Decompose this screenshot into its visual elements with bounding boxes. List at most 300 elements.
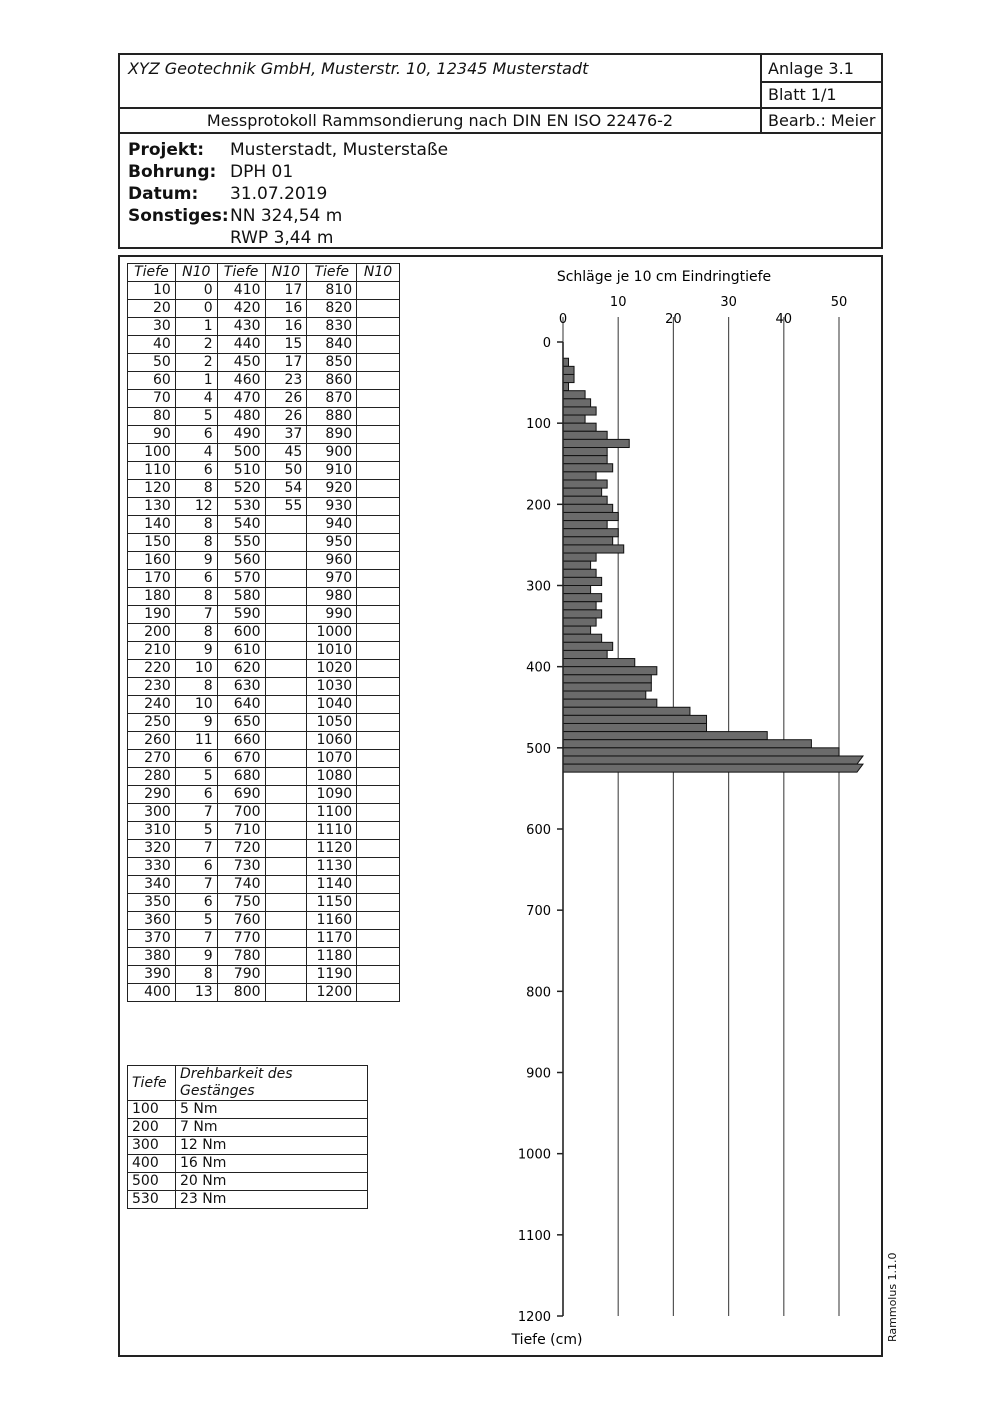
table-cell: 180 — [128, 588, 176, 606]
table-cell: 50 — [265, 462, 307, 480]
table-cell: 55 — [265, 498, 307, 516]
table-cell: 900 — [307, 444, 357, 462]
table-cell: 200 — [128, 624, 176, 642]
table-cell: 1020 — [307, 660, 357, 678]
table-cell: 920 — [307, 480, 357, 498]
table-cell — [357, 516, 400, 534]
table-cell: 12 — [175, 498, 217, 516]
bohrung-label: Bohrung: — [128, 162, 217, 182]
table-cell: 590 — [217, 606, 265, 624]
table-cell — [357, 390, 400, 408]
table-cell: 7 — [175, 840, 217, 858]
table-cell: 500 — [128, 1173, 176, 1191]
table-cell — [357, 462, 400, 480]
x-tick-label: 10 — [609, 295, 627, 310]
table-cell: 300 — [128, 804, 176, 822]
table-cell: 800 — [217, 984, 265, 1002]
table-cell: 600 — [217, 624, 265, 642]
table-cell: 1 — [175, 318, 217, 336]
table-cell — [357, 930, 400, 948]
table-cell: 1180 — [307, 948, 357, 966]
torque-table — [127, 1065, 368, 1209]
table-cell: 260 — [128, 732, 176, 750]
table-cell: 240 — [128, 696, 176, 714]
table-row — [128, 336, 400, 354]
table-cell — [357, 678, 400, 696]
table-cell: 8 — [175, 624, 217, 642]
table-cell: 6 — [175, 570, 217, 588]
table-cell — [357, 714, 400, 732]
table-cell: 970 — [307, 570, 357, 588]
table-cell: 340 — [128, 876, 176, 894]
table-cell: 530 — [217, 498, 265, 516]
table-cell: 37 — [265, 426, 307, 444]
table-cell: 140 — [128, 516, 176, 534]
col-tiefe-1: Tiefe — [128, 264, 176, 282]
table-cell: 350 — [128, 894, 176, 912]
table-cell: 1010 — [307, 642, 357, 660]
table-cell: 6 — [175, 858, 217, 876]
table-row — [128, 552, 400, 570]
table-cell: 510 — [217, 462, 265, 480]
table-row — [128, 840, 400, 858]
table-cell: 320 — [128, 840, 176, 858]
table-cell: 930 — [307, 498, 357, 516]
y-tick-label: 300 — [526, 579, 551, 595]
table-row — [128, 390, 400, 408]
table-cell — [357, 804, 400, 822]
table-cell: 26 — [265, 408, 307, 426]
y-tick-label: 800 — [526, 985, 551, 1001]
table-cell — [357, 624, 400, 642]
table-cell — [265, 840, 307, 858]
table-row — [128, 354, 400, 372]
table-cell: 23 — [265, 372, 307, 390]
table-cell — [357, 876, 400, 894]
table-cell: 60 — [128, 372, 176, 390]
table-cell: 880 — [307, 408, 357, 426]
table-cell: 740 — [217, 876, 265, 894]
table-row — [128, 282, 400, 300]
table-cell: 1160 — [307, 912, 357, 930]
table-cell: 1090 — [307, 786, 357, 804]
table-cell: 500 — [217, 444, 265, 462]
col-tiefe-3: Tiefe — [307, 264, 357, 282]
table-cell: 7 — [175, 930, 217, 948]
table-row — [128, 624, 400, 642]
table-cell: 400 — [128, 984, 176, 1002]
table-cell — [357, 894, 400, 912]
table-cell: 960 — [307, 552, 357, 570]
table-cell: 790 — [217, 966, 265, 984]
table-row — [128, 570, 400, 588]
table-cell — [357, 948, 400, 966]
table-cell: 210 — [128, 642, 176, 660]
y-tick-label: 1100 — [517, 1228, 551, 1244]
table-row — [128, 1119, 368, 1137]
table-cell: 730 — [217, 858, 265, 876]
table-cell: 70 — [128, 390, 176, 408]
table-cell: 20 Nm — [176, 1173, 368, 1191]
y-tick-label: 1000 — [517, 1147, 551, 1163]
table-cell — [357, 588, 400, 606]
table-cell: 9 — [175, 948, 217, 966]
table-cell: 810 — [307, 282, 357, 300]
table-cell — [265, 552, 307, 570]
y-axis-label: Tiefe (cm) — [511, 1332, 583, 1348]
table-row — [128, 642, 400, 660]
table-cell: 910 — [307, 462, 357, 480]
table-cell: 17 — [265, 282, 307, 300]
table-cell: 1170 — [307, 930, 357, 948]
table-cell: 5 — [175, 912, 217, 930]
table-row — [128, 804, 400, 822]
table-cell: 610 — [217, 642, 265, 660]
table-cell: 680 — [217, 768, 265, 786]
table-cell: 370 — [128, 930, 176, 948]
table-row — [128, 660, 400, 678]
table-cell — [357, 750, 400, 768]
table-cell: 4 — [175, 444, 217, 462]
datum-label: Datum: — [128, 184, 199, 204]
table-cell: 45 — [265, 444, 307, 462]
table-cell: 5 — [175, 768, 217, 786]
table-cell — [357, 822, 400, 840]
table-cell: 2 — [175, 354, 217, 372]
table-cell: 870 — [307, 390, 357, 408]
table-cell — [357, 300, 400, 318]
table-cell: 1140 — [307, 876, 357, 894]
table-cell: 6 — [175, 786, 217, 804]
x-tick-label: 30 — [720, 295, 737, 310]
table-cell — [265, 858, 307, 876]
col-torque-tiefe: Tiefe — [128, 1066, 176, 1101]
table-cell: 770 — [217, 930, 265, 948]
table-cell: 15 — [265, 336, 307, 354]
table-row — [128, 678, 400, 696]
table-cell: 860 — [307, 372, 357, 390]
table-cell: 1120 — [307, 840, 357, 858]
table-row — [128, 606, 400, 624]
table-cell: 620 — [217, 660, 265, 678]
table-cell — [357, 372, 400, 390]
table-cell — [357, 336, 400, 354]
table-cell: 840 — [307, 336, 357, 354]
table-cell: 11 — [175, 732, 217, 750]
x-tick-label: 20 — [665, 312, 682, 327]
table-cell: 0 — [175, 300, 217, 318]
table-cell: 690 — [217, 786, 265, 804]
col-n10-2: N10 — [265, 264, 307, 282]
table-cell: 220 — [128, 660, 176, 678]
table-cell — [357, 966, 400, 984]
table-cell — [265, 948, 307, 966]
table-cell: 5 — [175, 408, 217, 426]
y-tick-label: 200 — [526, 498, 551, 514]
table-cell: 8 — [175, 516, 217, 534]
table-row — [128, 408, 400, 426]
col-n10-1: N10 — [175, 264, 217, 282]
table-row — [128, 894, 400, 912]
col-drehbarkeit: Drehbarkeit des Gestänges — [176, 1066, 368, 1101]
header-box — [118, 53, 883, 134]
table-cell: 7 — [175, 606, 217, 624]
table-cell: 23 Nm — [176, 1191, 368, 1209]
table-cell: 17 — [265, 354, 307, 372]
table-cell: 670 — [217, 750, 265, 768]
table-cell — [265, 642, 307, 660]
bohrung-value: DPH 01 — [230, 162, 294, 182]
table-cell — [265, 624, 307, 642]
table-cell — [357, 606, 400, 624]
y-tick-label: 700 — [526, 904, 551, 920]
table-cell: 450 — [217, 354, 265, 372]
table-cell: 9 — [175, 552, 217, 570]
table-cell: 8 — [175, 678, 217, 696]
table-cell — [357, 984, 400, 1002]
table-cell: 360 — [128, 912, 176, 930]
table-cell: 6 — [175, 462, 217, 480]
table-cell: 7 Nm — [176, 1119, 368, 1137]
header-divider-1 — [760, 81, 883, 83]
table-cell — [357, 912, 400, 930]
table-row — [128, 480, 400, 498]
table-cell — [357, 858, 400, 876]
table-cell: 660 — [217, 732, 265, 750]
y-tick-label: 1200 — [517, 1310, 551, 1325]
table-cell: 1070 — [307, 750, 357, 768]
table-cell: 530 — [128, 1191, 176, 1209]
table-cell — [357, 498, 400, 516]
table-cell: 540 — [217, 516, 265, 534]
table-cell: 490 — [217, 426, 265, 444]
blatt-label: Blatt 1/1 — [768, 85, 837, 104]
table-cell: 390 — [128, 966, 176, 984]
table-cell: 330 — [128, 858, 176, 876]
table-cell — [265, 606, 307, 624]
table-row — [128, 948, 400, 966]
projekt-label: Projekt: — [128, 140, 205, 160]
table-cell: 4 — [175, 390, 217, 408]
y-tick-label: 100 — [526, 417, 551, 433]
table-cell: 8 — [175, 966, 217, 984]
table-cell: 1080 — [307, 768, 357, 786]
table-cell: 8 — [175, 588, 217, 606]
table-cell: 80 — [128, 408, 176, 426]
table-row — [128, 1101, 368, 1119]
table-row — [128, 588, 400, 606]
table-cell: 1050 — [307, 714, 357, 732]
table-cell: 30 — [128, 318, 176, 336]
table-cell — [265, 534, 307, 552]
table-cell: 630 — [217, 678, 265, 696]
table-cell — [265, 822, 307, 840]
table-cell: 850 — [307, 354, 357, 372]
table-cell: 170 — [128, 570, 176, 588]
table-cell: 10 — [128, 282, 176, 300]
table-cell: 720 — [217, 840, 265, 858]
x-tick-label: 0 — [558, 312, 568, 327]
table-row — [128, 696, 400, 714]
table-cell: 890 — [307, 426, 357, 444]
table-row — [128, 300, 400, 318]
y-tick-label: 0 — [542, 336, 551, 351]
table-cell: 250 — [128, 714, 176, 732]
table-cell — [265, 588, 307, 606]
table-cell: 7 — [175, 876, 217, 894]
table-cell: 1190 — [307, 966, 357, 984]
table-cell: 1150 — [307, 894, 357, 912]
table-row — [128, 786, 400, 804]
table-cell: 950 — [307, 534, 357, 552]
table-cell: 1200 — [307, 984, 357, 1002]
table-cell: 160 — [128, 552, 176, 570]
table-cell: 700 — [217, 804, 265, 822]
table-cell: 650 — [217, 714, 265, 732]
table-cell — [265, 570, 307, 588]
table-cell: 150 — [128, 534, 176, 552]
x-tick-label: 50 — [830, 295, 848, 310]
table-cell: 5 Nm — [176, 1101, 368, 1119]
col-n10-3: N10 — [357, 264, 400, 282]
table-cell — [265, 732, 307, 750]
y-tick-label: 900 — [526, 1066, 551, 1082]
table-cell: 1130 — [307, 858, 357, 876]
table-cell: 1040 — [307, 696, 357, 714]
table-cell: 300 — [128, 1137, 176, 1155]
table-cell: 560 — [217, 552, 265, 570]
table-cell — [265, 876, 307, 894]
table-row — [128, 444, 400, 462]
sonstiges-label: Sonstiges: — [128, 206, 229, 226]
table-cell — [357, 282, 400, 300]
blow-count-table — [127, 263, 400, 1002]
table-cell — [265, 966, 307, 984]
table-cell: 980 — [307, 588, 357, 606]
table-cell — [357, 480, 400, 498]
torque-table-header — [128, 1066, 368, 1101]
table-cell: 1 — [175, 372, 217, 390]
table-row — [128, 930, 400, 948]
table-cell — [265, 912, 307, 930]
table-cell — [357, 660, 400, 678]
table-cell — [357, 408, 400, 426]
table-cell: 1030 — [307, 678, 357, 696]
table-cell: 640 — [217, 696, 265, 714]
table-cell: 5 — [175, 822, 217, 840]
table-cell: 9 — [175, 714, 217, 732]
table-cell: 130 — [128, 498, 176, 516]
table-cell — [357, 552, 400, 570]
table-row — [128, 426, 400, 444]
table-row — [128, 876, 400, 894]
table-cell — [265, 678, 307, 696]
table-cell: 10 — [175, 696, 217, 714]
table-cell: 780 — [217, 948, 265, 966]
table-cell: 200 — [128, 1119, 176, 1137]
header-divider-vertical — [760, 55, 762, 134]
table-row — [128, 534, 400, 552]
table-cell — [265, 984, 307, 1002]
table-cell: 190 — [128, 606, 176, 624]
table-cell: 6 — [175, 894, 217, 912]
bearbeiter-label: Bearb.: Meier — [768, 111, 876, 130]
table-cell: 580 — [217, 588, 265, 606]
table-cell: 400 — [128, 1155, 176, 1173]
table-cell: 40 — [128, 336, 176, 354]
table-cell: 470 — [217, 390, 265, 408]
table-cell: 310 — [128, 822, 176, 840]
table-row — [128, 984, 400, 1002]
anlage-label: Anlage 3.1 — [768, 59, 854, 78]
table-cell: 380 — [128, 948, 176, 966]
table-cell: 460 — [217, 372, 265, 390]
table-cell: 110 — [128, 462, 176, 480]
table-cell: 16 — [265, 300, 307, 318]
header-divider-2 — [120, 107, 883, 109]
table-cell: 940 — [307, 516, 357, 534]
table-cell — [265, 660, 307, 678]
table-row — [128, 714, 400, 732]
table-cell — [357, 732, 400, 750]
table-cell — [357, 768, 400, 786]
table-cell: 2 — [175, 336, 217, 354]
table-cell: 8 — [175, 534, 217, 552]
table-cell — [357, 840, 400, 858]
sonstiges-value-1: NN 324,54 m — [230, 206, 343, 226]
table-cell: 1060 — [307, 732, 357, 750]
table-cell — [265, 696, 307, 714]
table-cell: 12 Nm — [176, 1137, 368, 1155]
col-tiefe-2: Tiefe — [217, 264, 265, 282]
table-row — [128, 498, 400, 516]
table-cell — [357, 642, 400, 660]
table-row — [128, 1137, 368, 1155]
table-cell: 50 — [128, 354, 176, 372]
table-cell: 100 — [128, 1101, 176, 1119]
info-box — [118, 132, 883, 249]
table-cell — [265, 750, 307, 768]
x-tick-label: 40 — [775, 312, 793, 327]
table-cell — [357, 786, 400, 804]
sonstiges-value-2: RWP 3,44 m — [230, 228, 334, 248]
y-tick-label: 600 — [526, 823, 551, 838]
table-cell: 10 — [175, 660, 217, 678]
table-cell — [265, 768, 307, 786]
table-row — [128, 1191, 368, 1209]
table-cell: 550 — [217, 534, 265, 552]
table-row — [128, 912, 400, 930]
table-cell: 830 — [307, 318, 357, 336]
table-cell: 0 — [175, 282, 217, 300]
table-cell: 440 — [217, 336, 265, 354]
table-cell: 480 — [217, 408, 265, 426]
table-cell: 9 — [175, 642, 217, 660]
table-row — [128, 750, 400, 768]
table-cell: 6 — [175, 750, 217, 768]
table-cell: 710 — [217, 822, 265, 840]
table-cell: 990 — [307, 606, 357, 624]
table-cell — [357, 534, 400, 552]
table-row — [128, 1173, 368, 1191]
table-cell: 90 — [128, 426, 176, 444]
table-cell — [357, 444, 400, 462]
table-cell: 26 — [265, 390, 307, 408]
table-row — [128, 966, 400, 984]
table-cell: 1100 — [307, 804, 357, 822]
table-row — [128, 768, 400, 786]
y-tick-label: 400 — [526, 660, 551, 676]
